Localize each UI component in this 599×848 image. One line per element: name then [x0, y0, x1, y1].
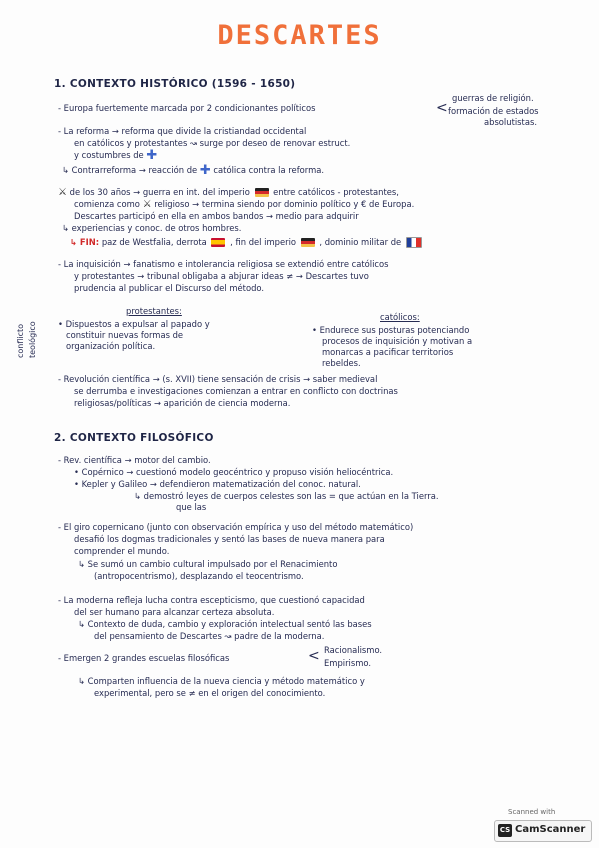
- line: del ser humano para alcanzar certeza absoluta.: [74, 607, 275, 617]
- line: y protestantes → tribunal obligaba a abjurar ideas ≠ → Descartes tuvo: [74, 271, 369, 281]
- line: - Emergen 2 grandes escuelas filosóficas: [58, 653, 230, 663]
- section-1-heading: 1. CONTEXTO HISTÓRICO (1596 - 1650): [54, 78, 296, 90]
- flag-germany-icon: [255, 188, 269, 197]
- page-title: DESCARTES: [217, 20, 382, 51]
- sword-icon: ⚔: [58, 187, 67, 198]
- line-text: comienza como: [74, 199, 140, 209]
- line: • Dispuestos a expulsar al papado y: [58, 319, 210, 329]
- camscanner-watermark: [494, 806, 590, 844]
- line: - Europa fuertemente marcada por 2 condicionantes políticos: [58, 103, 316, 113]
- brace-item: Empirismo.: [324, 658, 372, 668]
- line-text: , dominio militar de: [319, 237, 402, 247]
- line: (antropocentrismo), desplazando el teocentrismo.: [94, 571, 304, 581]
- line: que las: [176, 502, 207, 512]
- camscanner-logo: [494, 820, 592, 842]
- line: ↳ Se sumó un cambio cultural impulsado por el Renacimiento: [78, 559, 338, 569]
- line: en católicos y protestantes ↝ surge por deseo de renovar estruct.: [74, 138, 351, 148]
- line-with-icon: [74, 199, 414, 210]
- line-text: de los 30 años → guerra en int. del imperio: [69, 187, 250, 197]
- line: prudencia al publicar el Discurso del método.: [74, 283, 265, 293]
- line-text: paz de Westfalia, derrota: [101, 237, 207, 247]
- line: • Endurece sus posturas potenciando: [312, 325, 470, 335]
- brace-item: absolutistas.: [484, 117, 537, 127]
- fin-label: ↳ FIN:: [70, 237, 100, 247]
- line: ↳ Comparten influencia de la nueva ciencia y método matemático y: [78, 676, 365, 686]
- line-with-icon: [58, 187, 399, 198]
- line: experimental, pero se ≠ en el origen del conocimiento.: [94, 688, 326, 698]
- line: ↳ demostró leyes de cuerpos celestes son las = que actúan en la Tierra.: [134, 491, 439, 501]
- protestantes-heading: protestantes:: [126, 306, 182, 316]
- brace-item: formación de estados: [448, 106, 539, 116]
- line: monarcas a pacificar territorios: [322, 347, 454, 357]
- line: ↳ experiencias y conoc. de otros hombres.: [62, 223, 242, 233]
- line-with-icon: [70, 237, 424, 248]
- side-label-line: teológico: [28, 321, 37, 358]
- flag-france-icon: [406, 237, 422, 248]
- line: - La reforma → reforma que divide la cristiandad occidental: [58, 126, 307, 136]
- line: • Copérnico → cuestionó modelo geocéntrico y propuso visión heliocéntrica.: [74, 467, 394, 477]
- flag-germany-icon: [301, 238, 315, 247]
- line: constituir nuevas formas de: [66, 330, 184, 340]
- line-with-icon: [74, 147, 158, 163]
- section-2-heading: 2. CONTEXTO FILOSÓFICO: [54, 432, 214, 444]
- line: - El giro copernicano (junto con observación empírica y uso del método matemático): [58, 522, 414, 532]
- cross-icon: ✚: [199, 162, 211, 178]
- line: rebeldes.: [322, 358, 361, 368]
- brace-item: Racionalismo.: [324, 645, 383, 655]
- line: organización política.: [66, 341, 156, 351]
- line: comprender el mundo.: [74, 546, 170, 556]
- line: Descartes participó en ella en ambos bandos → medio para adquirir: [74, 211, 359, 221]
- line: - Rev. científica → motor del cambio.: [58, 455, 211, 465]
- line: • Kepler y Galileo → defendieron matematización del conoc. natural.: [74, 479, 361, 489]
- line-text: religioso → termina siendo por dominio político y € de Europa.: [154, 199, 415, 209]
- flag-spain-icon: [211, 238, 225, 247]
- camscanner-brand: CamScanner: [515, 824, 586, 835]
- line: - La moderna refleja lucha contra escepticismo, que cuestionó capacidad: [58, 595, 365, 605]
- line-text: ↳ Contrarreforma → reacción de: [62, 165, 198, 175]
- line: del pensamiento de Descartes ↝ padre de la moderna.: [94, 631, 325, 641]
- line-text: católica contra la reforma.: [213, 165, 325, 175]
- line: se derrumba e investigaciones comienzan a entrar en conflicto con doctrinas: [74, 386, 398, 396]
- brace-item: guerras de religión.: [452, 93, 534, 103]
- catolicos-heading: católicos:: [380, 312, 420, 322]
- cross-icon: ✚: [146, 147, 158, 163]
- camscanner-icon: CS: [498, 824, 512, 837]
- line-text: y costumbres de: [74, 150, 144, 160]
- line: ↳ Contexto de duda, cambio y exploración intelectual sentó las bases: [78, 619, 372, 629]
- sword-icon: ⚔: [142, 199, 152, 210]
- line-text: entre católicos - protestantes,: [273, 187, 399, 197]
- brace: <: [436, 100, 448, 116]
- line-text: , fin del imperio: [230, 237, 297, 247]
- line: - Revolución científica → (s. XVII) tiene sensación de crisis → saber medieval: [58, 374, 378, 384]
- line: desafió los dogmas tradicionales y sentó las bases de nueva manera para: [74, 534, 385, 544]
- side-label-line: conflicto: [16, 323, 25, 358]
- line: procesos de inquisición y motivan a: [322, 336, 473, 346]
- line-with-icon: [62, 162, 325, 178]
- watermark-caption: Scanned with: [508, 808, 556, 816]
- brace: <: [308, 648, 320, 664]
- side-label: [12, 300, 72, 360]
- line: religiosas/políticas → aparición de ciencia moderna.: [74, 398, 291, 408]
- line: - La inquisición → fanatismo e intolerancia religiosa se extendió entre católicos: [58, 259, 389, 269]
